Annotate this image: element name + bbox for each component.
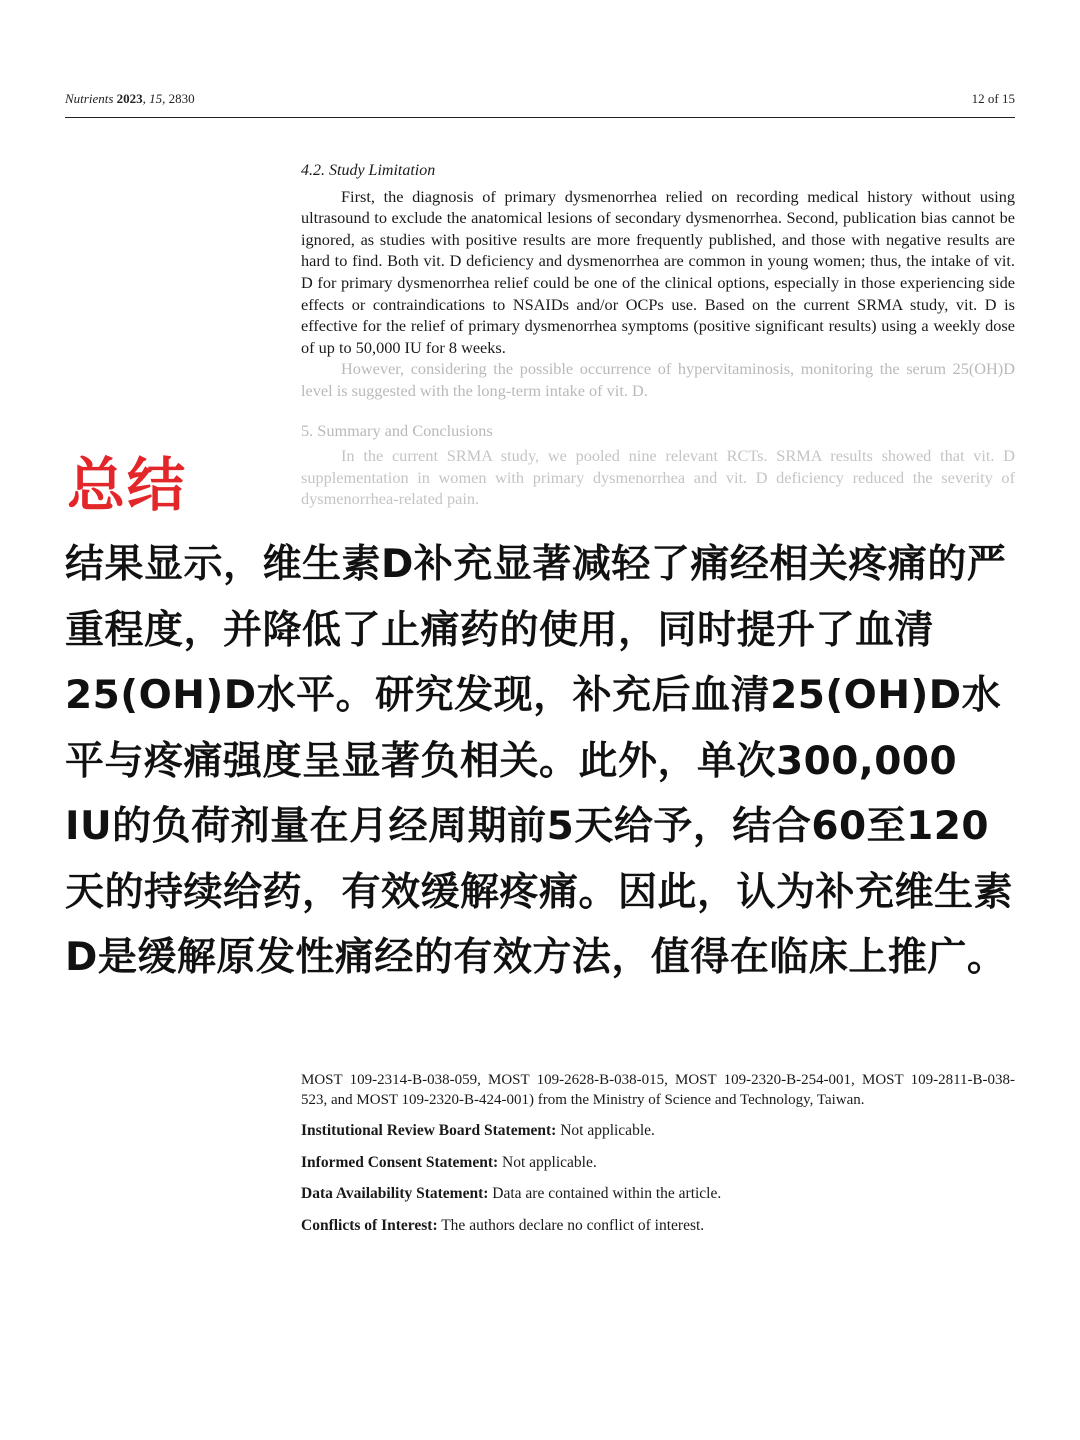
- conclusions-heading: 5. Summary and Conclusions: [301, 420, 493, 440]
- section-title: 4.2. Study Limitation: [301, 162, 436, 179]
- article-number: 2830: [168, 91, 195, 106]
- journal-volume: 15: [149, 91, 163, 106]
- statement-label: Institutional Review Board Statement:: [301, 1121, 557, 1139]
- statement-label: Conflicts of Interest:: [301, 1216, 438, 1234]
- conclusion-paragraph: In the current SRMA study, we pooled nine relevant RCTs. SRMA results showed that vit. D supplementation in women with primary dysmenorrhea and vit. D deficiency reduced the severity of dysmenorrhea-related pain.: [301, 446, 1015, 509]
- statement-irb: [301, 1120, 1015, 1142]
- journal-citation: Nutrients 2023, 15, 2830: [65, 91, 195, 106]
- faded-paragraph: However, considering the possible occurrence of hypervitaminosis, monitoring the serum 25(OH)D level is suggested with the long-term intake of vit. D.: [301, 359, 1015, 400]
- statement-text: The authors declare no conflict of interest.: [441, 1216, 705, 1234]
- statement-conflicts: [301, 1215, 1015, 1237]
- summary-title: 总结: [67, 451, 188, 519]
- journal-year: 2023: [116, 91, 143, 106]
- summary-text: 结果显示，维生素D补充显著减轻了痛经相关疼痛的严重程度，并降低了止痛药的使用，同时提升了血清25(OH)D水平。研究发现，补充后血清25(OH)D水平与疼痛强度呈显著负相关。此外，单次300,000 IU的负荷剂量在月经周期前5天给予，结合60至120天的持续给药，有效缓解疼痛。因此，认为补充维生素D是缓解原发性痛经的有效方法，值得在临床上推广。: [65, 542, 1014, 980]
- journal-name: Nutrients: [65, 91, 114, 106]
- statement-label: Informed Consent Statement:: [301, 1153, 499, 1171]
- page-number: 12 of 15: [971, 91, 1015, 106]
- statement-text: Data are contained within the article.: [492, 1185, 722, 1203]
- statement-text: Not applicable.: [560, 1121, 655, 1139]
- funding-text: MOST 109-2314-B-038-059, MOST 109-2628-B-038-015, MOST 109-2320-B-254-001, MOST 109-2811-B-038-523, and MOST 109-2320-B-424-001) from the Ministry of Science and Technology, Taiwan.: [301, 1071, 1015, 1108]
- statement-consent: [301, 1152, 1015, 1174]
- statement-label: Data Availability Statement:: [301, 1185, 489, 1203]
- limitation-paragraph: First, the diagnosis of primary dysmenorrhea relied on recording medical history without using ultrasound to exclude the anatomical lesions of secondary dysmenorrhea. Second, publication bias cannot be ignored, as studies with positive results are more frequently published, and those with negative results are hard to find. Both vit. D deficiency and dysmenorrhea are common in young women; thus, the intake of vit. D for primary dysmenorrhea relief could be one of the clinical options, especially in those experiencing side effects or contraindications to NSAIDs and/or OCPs use. Based on the current SRMA study, vit. D is effective for the relief of primary dysmenorrhea symptoms (positive significant results) using a weekly dose of up to 50,000 IU for 8 weeks.: [301, 186, 1015, 357]
- page-header: [65, 91, 1015, 118]
- statement-data: [301, 1183, 1015, 1205]
- summary-overlay: [65, 446, 1025, 991]
- statement-text: Not applicable.: [502, 1153, 597, 1171]
